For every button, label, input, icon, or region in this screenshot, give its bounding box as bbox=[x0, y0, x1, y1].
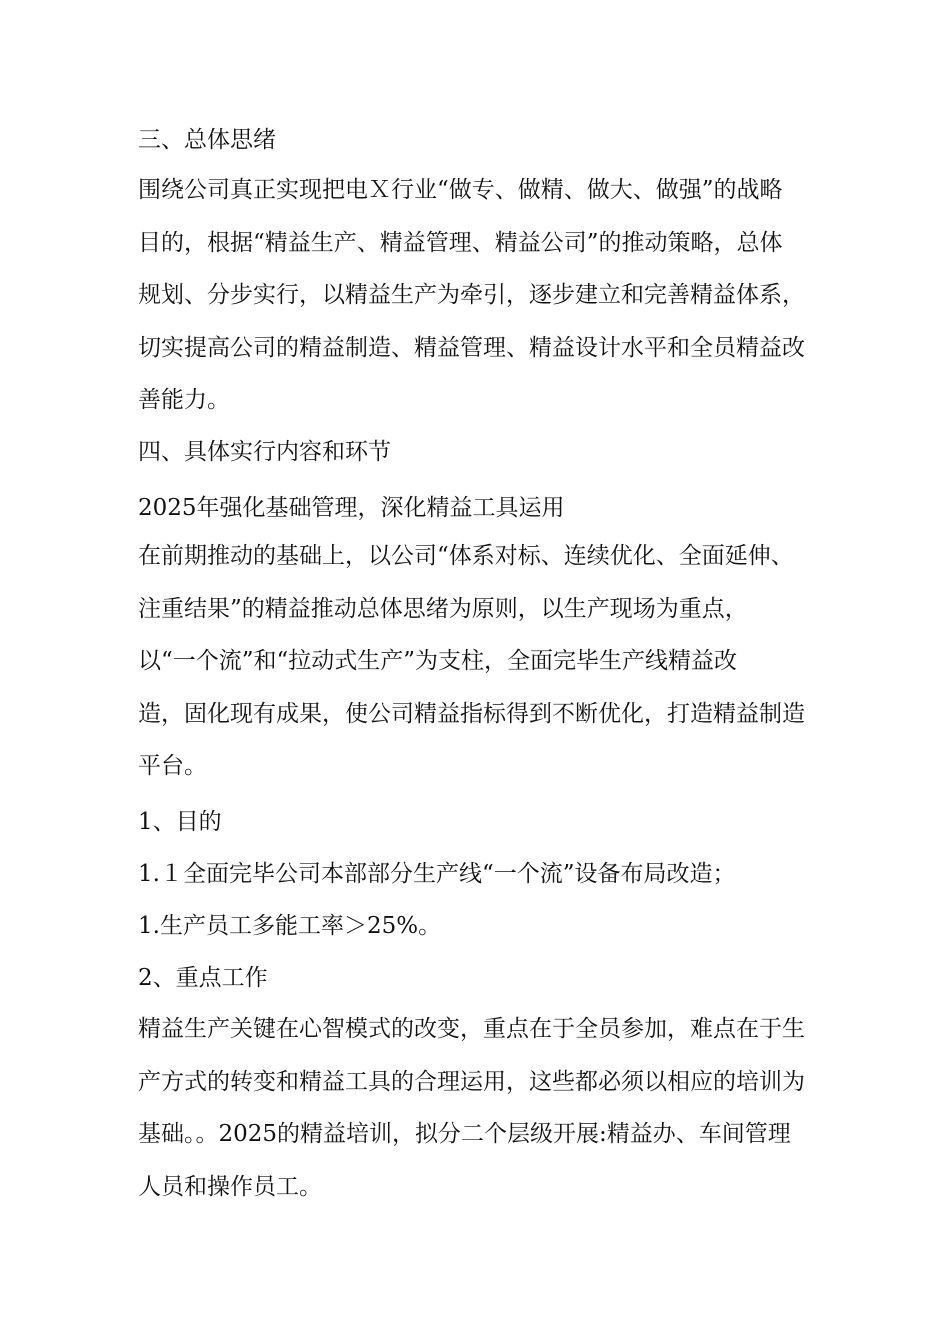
item-1-2: 1.生产员工多能工率＞25%。 bbox=[138, 913, 442, 939]
paragraph-line: 基础。。2025的精益培训，拟分二个层级开展:精益办、车间管理 bbox=[138, 1121, 791, 1147]
paragraph-line: 围绕公司真正实现把电Ｘ行业“做专、做精、做大、做强”的战略 bbox=[138, 177, 783, 203]
paragraph-line: 切实提高公司的精益制造、精益管理、精益设计水平和全员精益改 bbox=[138, 334, 805, 361]
paragraph-line: 造，固化现有成果，使公司精益指标得到不断优化，打造精益制造 bbox=[138, 700, 805, 727]
paragraph-line: 精益生产关键在心智模式的改变，重点在于全员参加，难点在于生 bbox=[138, 1016, 805, 1042]
item-2-key-work: 2、重点工作 bbox=[138, 965, 268, 991]
paragraph-line: 规划、分步实行，以精益生产为牵引，逐步建立和完善精益体系， bbox=[138, 282, 805, 308]
section-heading-4: 四、具体实行内容和环节 bbox=[138, 439, 391, 465]
paragraph-line: 产方式的转变和精益工具的合理运用，这些都必须以相应的培训为 bbox=[138, 1068, 805, 1095]
paragraph-line: 目的，根据“精益生产、精益管理、精益公司”的推动策略，总体 bbox=[138, 229, 783, 256]
paragraph-line: 在前期推动的基础上，以公司“体系对标、连续优化、全面延伸、 bbox=[138, 543, 794, 569]
paragraph-training bbox=[138, 1003, 805, 1213]
paragraph-promotion bbox=[138, 530, 805, 793]
item-1-purpose: 1、目的 bbox=[138, 809, 222, 835]
section-heading-3: 三、总体思绪 bbox=[138, 127, 276, 153]
paragraph-line: 平台。 bbox=[138, 753, 207, 779]
paragraph-line: 以“一个流”和“拉动式生产”为支柱，全面完毕生产线精益改 bbox=[138, 648, 738, 674]
paragraph-line: 注重结果”的精益推动总体思绪为原则，以生产现场为重点， bbox=[138, 595, 748, 622]
subheading-2025: 2025年强化基础管理，深化精益工具运用 bbox=[138, 495, 565, 521]
paragraph-line: 善能力。 bbox=[138, 387, 230, 413]
paragraph-strategy bbox=[138, 164, 805, 427]
item-1-1: 1.１全面完毕公司本部部分生产线“一个流”设备布局改造； bbox=[138, 861, 736, 887]
paragraph-line: 人员和操作员工。 bbox=[138, 1173, 322, 1200]
